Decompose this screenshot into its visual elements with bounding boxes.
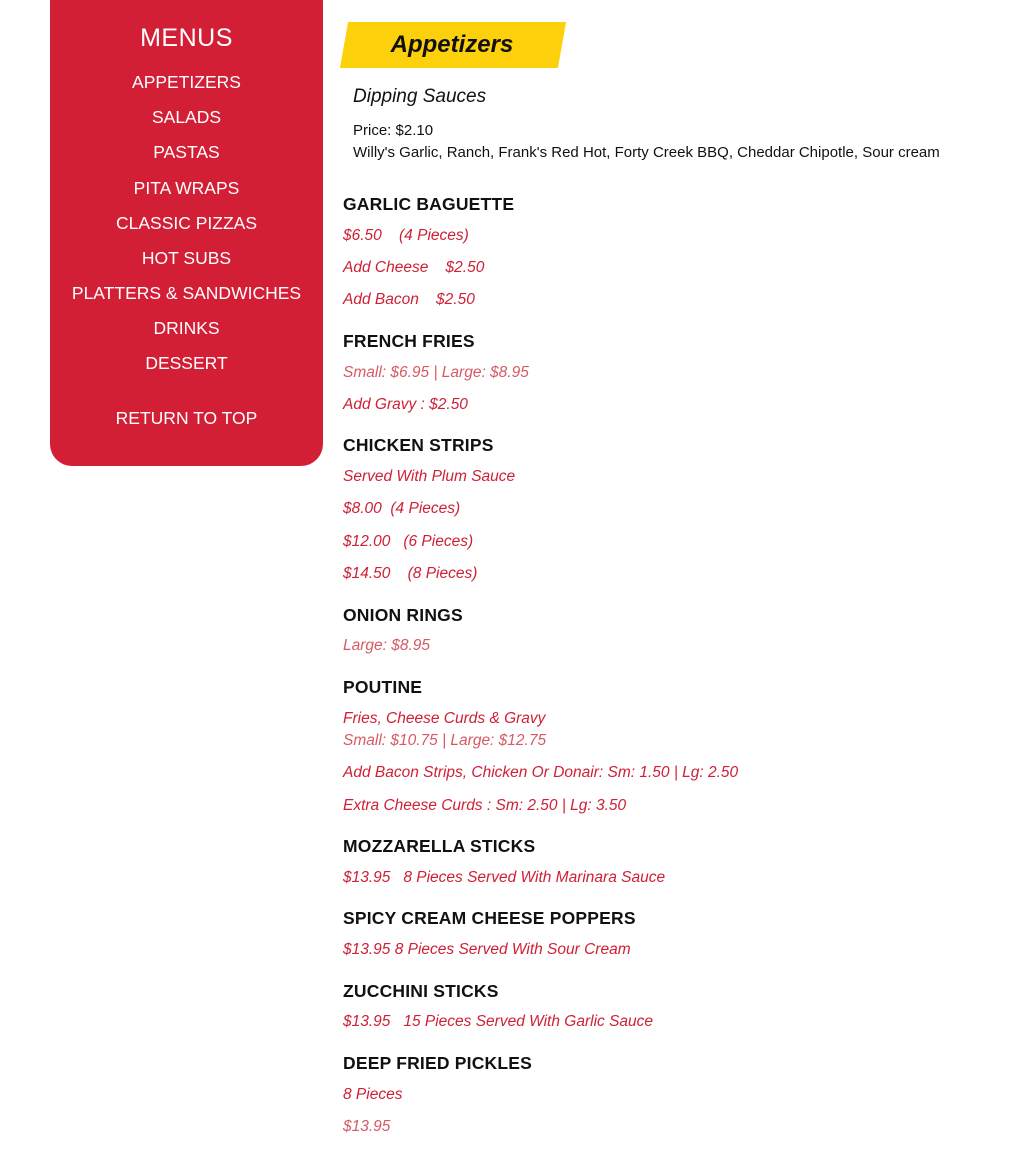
item-name-chicken-strips: CHICKEN STRIPS bbox=[343, 435, 494, 455]
sidebar-item-classic-pizzas[interactable]: CLASSIC PIZZAS bbox=[115, 213, 257, 233]
item-price-line: Large: $8.95 bbox=[343, 637, 431, 654]
item-name-zucchini-sticks: ZUCCHINI STICKS bbox=[343, 981, 499, 1001]
item-price-line: Small: $10.75 | Large: $12.75 bbox=[343, 732, 547, 749]
item-price-line: $6.50 (4 Pieces) bbox=[343, 227, 469, 244]
section-title: Appetizers bbox=[390, 31, 514, 58]
item-price-line: $14.50 (8 Pieces) bbox=[343, 565, 478, 582]
sidebar-menu bbox=[50, 0, 323, 466]
item-price-line: $13.95 bbox=[343, 1118, 391, 1135]
item-addon-line: Add Gravy : $2.50 bbox=[343, 396, 468, 413]
item-price-line: $8.00 (4 Pieces) bbox=[343, 500, 461, 517]
item-description-line: Served With Plum Sauce bbox=[343, 468, 516, 485]
item-name-french-fries: FRENCH FRIES bbox=[343, 331, 475, 351]
sidebar-item-platters-sandwiches[interactable]: PLATTERS & SANDWICHES bbox=[71, 283, 302, 303]
return-to-top-link[interactable]: RETURN TO TOP bbox=[115, 408, 258, 428]
item-description-line: Fries, Cheese Curds & Gravy bbox=[343, 710, 546, 727]
sidebar-item-salads[interactable]: SALADS bbox=[151, 107, 222, 127]
item-addon-line: Add Bacon $2.50 bbox=[343, 291, 475, 308]
item-addon-line: Add Cheese $2.50 bbox=[343, 259, 485, 276]
sidebar-title: MENUS bbox=[140, 24, 233, 52]
item-name-mozzarella-sticks: MOZZARELLA STICKS bbox=[343, 836, 536, 856]
item-price-line: $13.95 15 Pieces Served With Garlic Sauce bbox=[343, 1013, 654, 1030]
sidebar-item-dessert[interactable]: DESSERT bbox=[145, 353, 228, 373]
sidebar-item-pita-wraps[interactable]: PITA WRAPS bbox=[133, 178, 240, 198]
sidebar-item-appetizers[interactable]: APPETIZERS bbox=[132, 72, 241, 92]
item-name-poutine: POUTINE bbox=[343, 677, 423, 697]
item-name-spicy-cream-cheese-poppers: SPICY CREAM CHEESE POPPERS bbox=[343, 908, 636, 928]
item-description-line: 8 Pieces bbox=[343, 1086, 403, 1103]
dipping-sauces-list: Willy's Garlic, Ranch, Frank's Red Hot, Forty Creek BBQ, Cheddar Chipotle, Sour cream bbox=[353, 144, 940, 161]
sidebar-item-pastas[interactable]: PASTAS bbox=[153, 142, 220, 162]
item-addon-line: Add Bacon Strips, Chicken Or Donair: Sm: 1.50 | Lg: 2.50 bbox=[343, 764, 739, 781]
item-name-garlic-baguette: GARLIC BAGUETTE bbox=[343, 194, 515, 214]
item-price-line: $13.95 8 Pieces Served With Sour Cream bbox=[343, 941, 631, 958]
dipping-sauces-title: Dipping Sauces bbox=[353, 86, 487, 107]
item-price-line: $13.95 8 Pieces Served With Marinara Sauce bbox=[343, 869, 666, 886]
item-addon-line: Extra Cheese Curds : Sm: 2.50 | Lg: 3.50 bbox=[343, 797, 627, 814]
dipping-sauces-price: Price: $2.10 bbox=[353, 122, 434, 139]
item-price-line: Small: $6.95 | Large: $8.95 bbox=[343, 364, 529, 381]
sidebar-item-hot-subs[interactable]: HOT SUBS bbox=[141, 248, 232, 268]
sidebar-item-drinks[interactable]: DRINKS bbox=[153, 318, 220, 338]
item-name-onion-rings: ONION RINGS bbox=[343, 605, 463, 625]
item-name-deep-fried-pickles: DEEP FRIED PICKLES bbox=[343, 1053, 533, 1073]
item-price-line: $12.00 (6 Pieces) bbox=[343, 533, 474, 550]
